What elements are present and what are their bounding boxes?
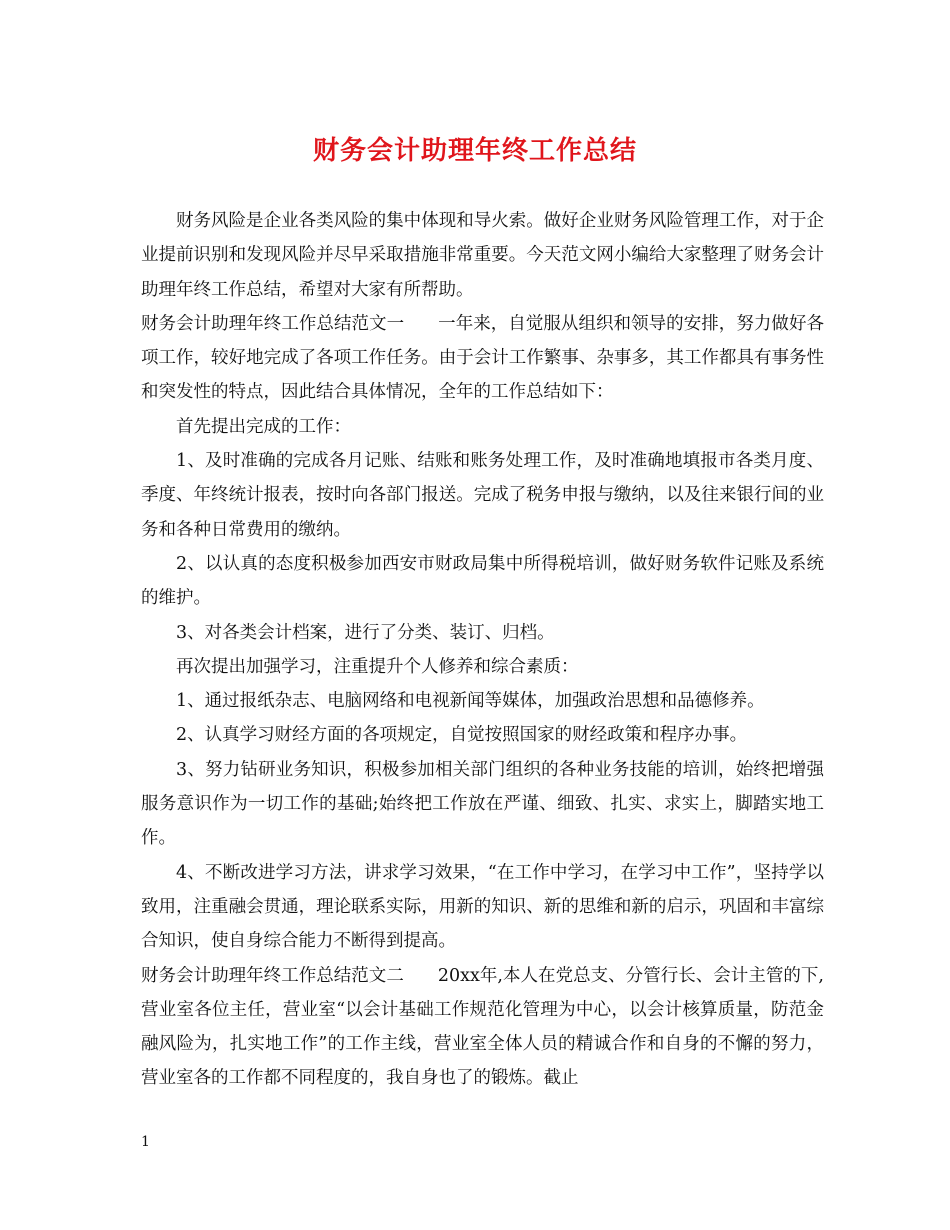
document-body xyxy=(141,204,824,1096)
sample-one-heading: 财务会计助理年终工作总结范文一 xyxy=(141,313,405,334)
list-item: 3、对各类会计档案，进行了分类、装订、归档。 xyxy=(176,622,555,643)
list-item: 1、通过报纸杂志、电脑网络和电视新闻等媒体，加强政治思想和品德修养。 xyxy=(176,691,765,712)
completed-work-heading: 首先提出完成的工作： xyxy=(176,416,351,437)
list-item: 1、及时准确的完成各月记账、结账和账务处理工作，及时准确地填报市各类月度、季度、年终统计报表，按时向各部门报送。完成了税务申报与缴纳，以及往来银行间的业务和各种日常费用的缴纳。 xyxy=(141,451,824,540)
list-item: 2、以认真的态度积极参加西安市财政局集中所得税培训，做好财务软件记账及系统的维护。 xyxy=(141,553,824,609)
intro-paragraph: 财务风险是企业各类风险的集中体现和导火索。做好企业财务风险管理工作，对于企业提前识别和发现风险并尽早采取措施非常重要。今天范文网小编给大家整理了财务会计助理年终工作总结，希望对大家有所帮助。 xyxy=(141,211,824,300)
sample-one-text: 一年来，自觉服从组织和领导的安排，努力做好各项工作，较好地完成了各项工作任务。由于会计工作繁事、杂事多，其工作都具有事务性和突发性的特点，因此结合具体情况，全年的工作总结如下： xyxy=(141,313,824,403)
document-title: 财务会计助理年终工作总结 xyxy=(312,136,637,166)
sample-two-paragraph xyxy=(141,959,824,1096)
list-item: 4、不断改进学习方法，讲求学习效果，“在工作中学习，在学习中工作”，坚持学以致用，注重融会贯通，理论联系实际，用新的知识、新的思维和新的启示，巩固和丰富综合知识，使自身综合能力不断得到提高。 xyxy=(141,862,824,952)
sample-one-paragraph xyxy=(141,307,824,410)
list-item: 2、认真学习财经方面的各项规定，自觉按照国家的财经政策和程序办事。 xyxy=(176,725,748,746)
sample-two-heading: 财务会计助理年终工作总结范文二 xyxy=(141,965,404,986)
study-heading: 再次提出加强学习，注重提升个人修养和综合素质： xyxy=(176,656,579,677)
page-number: 1 xyxy=(141,1134,150,1150)
sample-two-text: 20xx年,本人在党总支、分管行长、会计主管的下,营业室各位主任，营业室“以会计基础工作规范化管理为中心，以会计核算质量，防范金融风险为，扎实地工作”的工作主线，营业室全体人员的精诚合作和自身的不懈的努力，营业室各的工作都不同程度的，我自身也了的锻炼。截止 xyxy=(141,965,824,1089)
list-item: 3、努力钻研业务知识，积极参加相关部门组织的各种业务技能的培训，始终把增强服务意识作为一切工作的基础;始终把工作放在严谨、细致、扎实、求实上，脚踏实地工作。 xyxy=(141,759,824,849)
